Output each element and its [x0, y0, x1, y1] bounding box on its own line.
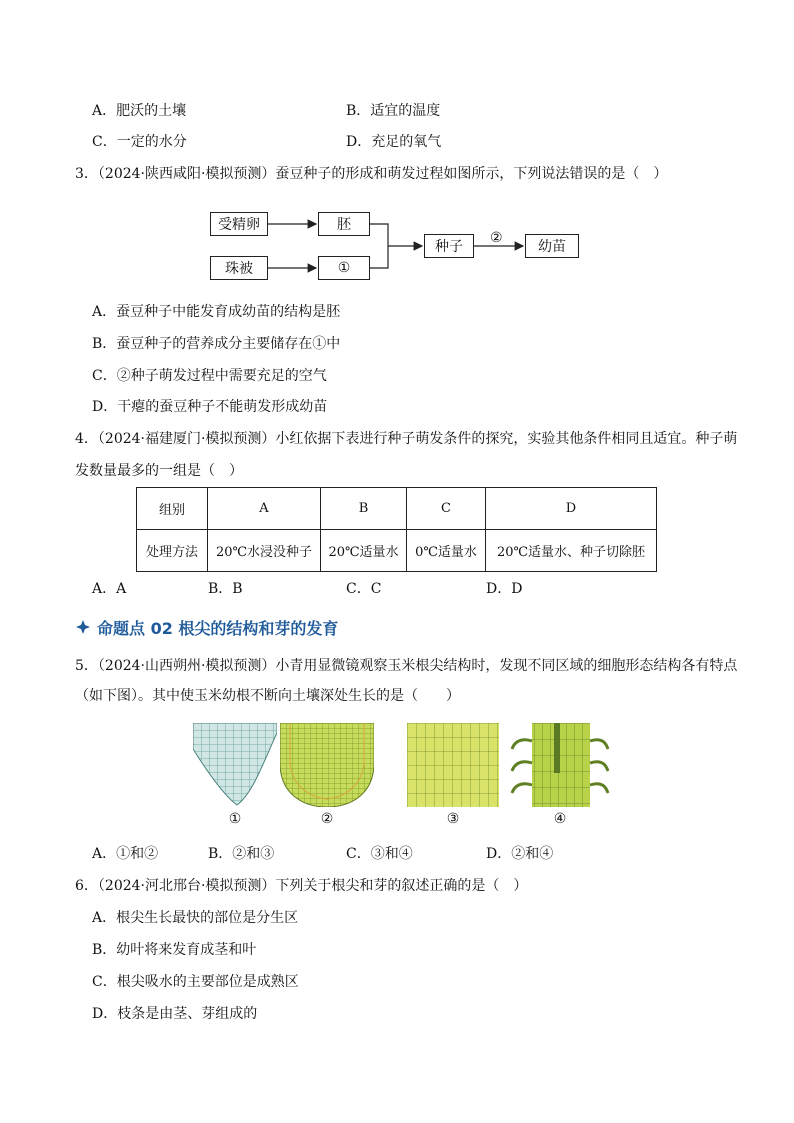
- q4-table: [136, 487, 657, 572]
- table-cell: 20℃适量水、种子切除胚: [486, 530, 657, 572]
- q6-option-c: C．根尖吸水的主要部位是成熟区: [92, 974, 299, 990]
- q6-option-a: A．根尖生长最快的部位是分生区: [92, 910, 299, 926]
- table-cell: 组别: [137, 488, 208, 530]
- elongation-zone-image: [407, 723, 499, 807]
- q5-option-b: B．②和③: [208, 846, 275, 862]
- table-cell: A: [208, 488, 321, 530]
- q2-option-d: D．充足的氧气: [346, 134, 442, 150]
- table-cell: D: [486, 488, 657, 530]
- q5-option-a: A．①和②: [92, 846, 159, 862]
- q4-option-b: B．B: [208, 581, 243, 597]
- q4-stem-line1: 4．（2024·福建厦门·模拟预测）小红依据下表进行种子萌发条件的探究，实验其他条件相同且适宜。种子萌: [75, 431, 738, 447]
- maturation-zone-image: [510, 723, 610, 807]
- q5-stem-line1: 5．（2024·山西朔州·模拟预测）小青用显微镜观察玉米根尖结构时，发现不同区域的细胞形态结构各有特点: [75, 658, 738, 674]
- meristem-image: [280, 723, 374, 807]
- q6-stem: 6．（2024·河北邢台·模拟预测）下列关于根尖和芽的叙述正确的是（ ）: [75, 878, 528, 894]
- q2-option-c: C．一定的水分: [92, 134, 187, 150]
- diagram-seed: 种子: [424, 234, 474, 258]
- image-label-4: ④: [553, 811, 567, 827]
- q3-option-a: A．蚕豆种子中能发育成幼苗的结构是胚: [92, 304, 341, 320]
- table-cell: 0℃适量水: [407, 530, 486, 572]
- q6-option-d: D．枝条是由茎、芽组成的: [92, 1006, 258, 1022]
- table-cell: 20℃适量水: [321, 530, 407, 572]
- image-label-2: ②: [320, 811, 334, 827]
- q6-option-b: B．幼叶将来发育成茎和叶: [92, 942, 257, 958]
- q2-option-a: A．肥沃的土壤: [92, 103, 187, 119]
- diagram-arrows: [0, 0, 794, 300]
- section-title-text: 命题点 02 根尖的结构和芽的发育: [97, 618, 339, 638]
- root-cap-image: [193, 723, 277, 807]
- diagram-circle2: ②: [490, 230, 503, 246]
- q4-option-a: A．A: [92, 581, 127, 597]
- image-label-1: ①: [228, 811, 242, 827]
- table-cell: 20℃水浸没种子: [208, 530, 321, 572]
- q2-option-b: B．适宜的温度: [346, 103, 441, 119]
- q5-option-c: C．③和④: [346, 846, 413, 862]
- image-label-3: ③: [446, 811, 460, 827]
- q4-option-d: D．D: [486, 581, 523, 597]
- q4-stem-line2: 发数量最多的一组是（ ）: [75, 463, 243, 479]
- q3-option-d: D．干瘪的蚕豆种子不能萌发形成幼苗: [92, 399, 328, 415]
- diagram-integument: 珠被: [210, 256, 268, 280]
- q3-option-c: C．②种子萌发过程中需要充足的空气: [92, 368, 327, 384]
- table-cell: C: [407, 488, 486, 530]
- q5-stem-line2: （如下图）。其中使玉米幼根不断向土壤深处生长的是（ ）: [75, 688, 460, 704]
- q3-option-b: B．蚕豆种子的营养成分主要储存在①中: [92, 336, 341, 352]
- diagram-circle1: ①: [318, 256, 370, 280]
- table-row: [137, 530, 657, 572]
- table-row: [137, 488, 657, 530]
- table-cell: 处理方法: [137, 530, 208, 572]
- table-cell: B: [321, 488, 407, 530]
- q5-option-d: D．②和④: [486, 846, 554, 862]
- diagram-fertilized-egg: 受精卵: [210, 212, 268, 236]
- section-heading: [75, 614, 338, 640]
- diagram-seedling: 幼苗: [525, 234, 579, 258]
- diagram-embryo: 胚: [318, 212, 370, 236]
- diamond-star-icon: [75, 619, 91, 635]
- q4-option-c: C．C: [346, 581, 382, 597]
- q3-stem: 3．（2024·陕西咸阳·模拟预测）蚕豆种子的形成和萌发过程如图所示，下列说法错误的是（ ）: [75, 166, 668, 182]
